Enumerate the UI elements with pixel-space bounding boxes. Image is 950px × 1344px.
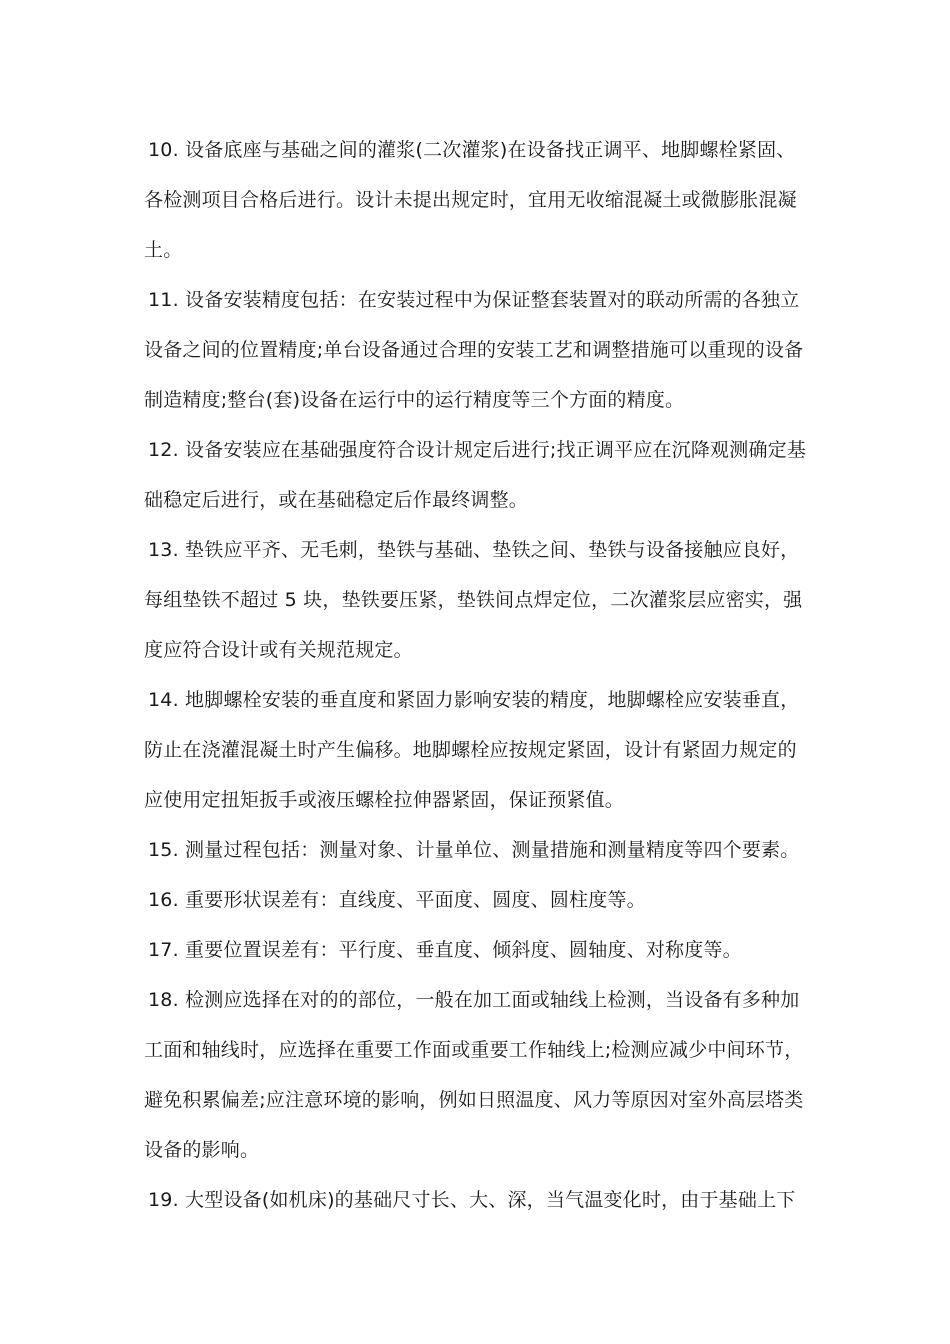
text-line: 16. 重要形状误差有：直线度、平面度、圆度、圆柱度等。 [148,889,646,911]
text-line: 11. 设备安装精度包括：在安装过程中为保证整套装置对的联动所需的各独立 [148,289,800,311]
text-line: 础稳定后进行，或在基础稳定后作最终调整。 [144,489,529,511]
text-line: 10. 设备底座与基础之间的灌浆(二次灌浆)在设备找正调平、地脚螺栓紧固、 [148,139,796,161]
text-line: 工面和轴线时，应选择在重要工作面或重要工作轴线上;检测应减少中间环节， [144,1039,804,1061]
text-line: 防止在浇灌混凝土时产生偏移。地脚螺栓应按规定紧固，设计有紧固力规定的 [144,739,797,761]
text-line: 制造精度;整台(套)设备在运行中的运行精度等三个方面的精度。 [144,389,685,411]
text-line: 避免积累偏差;应注意环境的影响，例如日照温度、风力等原因对室外高层塔类 [144,1089,804,1111]
text-line: 14. 地脚螺栓安装的垂直度和紧固力影响安装的精度，地脚螺栓应安装垂直， [148,689,800,711]
text-line: 18. 检测应选择在对的的部位，一般在加工面或轴线上检测，当设备有多种加 [148,989,800,1011]
text-line: 17. 重要位置误差有：平行度、垂直度、倾斜度、圆轴度、对称度等。 [148,939,742,961]
document-body [144,130,808,1230]
text-line: 每组垫铁不超过 5 块，垫铁要压紧，垫铁间点焊定位，二次灌浆层应密实，强 [144,589,803,611]
text-line: 设备之间的位置精度;单台设备通过合理的安装工艺和调整措施可以重现的设备 [144,339,804,361]
text-line: 度应符合设计或有关规范规定。 [144,639,413,661]
text-line: 15. 测量过程包括：测量对象、计量单位、测量措施和测量精度等四个要素。 [148,839,800,861]
text-line: 各检测项目合格后进行。设计未提出规定时，宜用无收缩混凝土或微膨胀混凝 [144,189,797,211]
text-line: 13. 垫铁应平齐、无毛刺，垫铁与基础、垫铁之间、垫铁与设备接触应良好， [148,539,800,561]
text-line: 19. 大型设备(如机床)的基础尺寸长、大、深，当气温变化时，由于基础上下 [148,1189,796,1211]
text-line: 设备的影响。 [144,1139,260,1161]
text-line: 土。 [144,239,183,261]
text-line: 12. 设备安装应在基础强度符合设计规定后进行;找正调平应在沉降观测确定基 [148,439,807,461]
text-line: 应使用定扭矩扳手或液压螺栓拉伸器紧固，保证预紧值。 [144,789,625,811]
